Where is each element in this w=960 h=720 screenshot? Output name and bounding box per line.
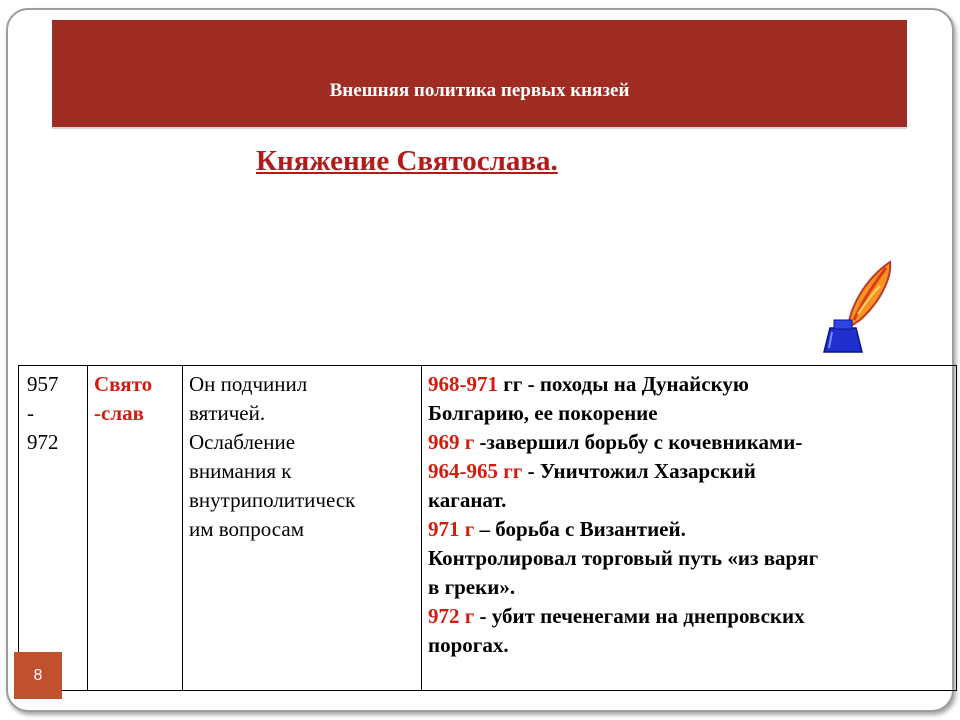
event-text: - убит печенегами на днепровских bbox=[474, 604, 805, 628]
event-text: Контролировал торговый путь «из варяг bbox=[428, 546, 819, 570]
ruler-name-line: -слав bbox=[94, 401, 144, 425]
external-policy-cell bbox=[422, 366, 957, 691]
internal-policy-cell bbox=[183, 366, 422, 691]
year-end: 972 bbox=[27, 430, 59, 454]
internal-policy-line: внимания к bbox=[189, 459, 292, 483]
external-event bbox=[428, 515, 956, 544]
event-date: 968-971 bbox=[428, 372, 498, 396]
event-date: 971 г bbox=[428, 517, 475, 541]
events-table bbox=[18, 365, 957, 691]
internal-policy-line: Ослабление bbox=[189, 430, 296, 454]
event-date: 969 г bbox=[428, 430, 475, 454]
event-text: -завершил борьбу с кочевниками- bbox=[479, 430, 803, 454]
event-text: - Уничтожил Хазарский bbox=[522, 459, 756, 483]
slide-subtitle: Княжение Святослава. bbox=[256, 145, 558, 177]
event-date: 972 г bbox=[428, 604, 475, 628]
ruler-name-cell bbox=[88, 366, 183, 691]
internal-policy-line: им вопросам bbox=[189, 517, 304, 541]
event-text: в греки». bbox=[428, 575, 516, 599]
ruler-name-line: Свято bbox=[94, 372, 153, 396]
table-row bbox=[19, 366, 957, 691]
external-event bbox=[428, 457, 956, 486]
years-cell bbox=[19, 366, 88, 691]
external-event bbox=[428, 602, 956, 631]
year-dash: - bbox=[27, 401, 34, 425]
header-title: Внешняя политика первых князей bbox=[329, 80, 630, 101]
event-text: порогах. bbox=[428, 633, 509, 657]
year-start: 957 bbox=[27, 372, 59, 396]
event-date: 964-965 гг bbox=[428, 459, 523, 483]
event-text: – борьба с Византией. bbox=[474, 517, 686, 541]
event-text: гг - походы на Дунайскую bbox=[498, 372, 749, 396]
internal-policy-line: внутриполитическ bbox=[189, 488, 356, 512]
page-number-badge: 8 bbox=[14, 652, 62, 699]
header-banner bbox=[52, 20, 907, 129]
internal-policy-line: вятичей. bbox=[189, 401, 266, 425]
internal-policy-line: Он подчинил bbox=[189, 372, 308, 396]
event-text: Болгарию, ее покорение bbox=[428, 401, 658, 425]
external-event bbox=[428, 428, 956, 457]
external-event bbox=[428, 370, 956, 399]
event-text: каганат. bbox=[428, 488, 507, 512]
quill-inkwell-icon bbox=[820, 258, 900, 356]
